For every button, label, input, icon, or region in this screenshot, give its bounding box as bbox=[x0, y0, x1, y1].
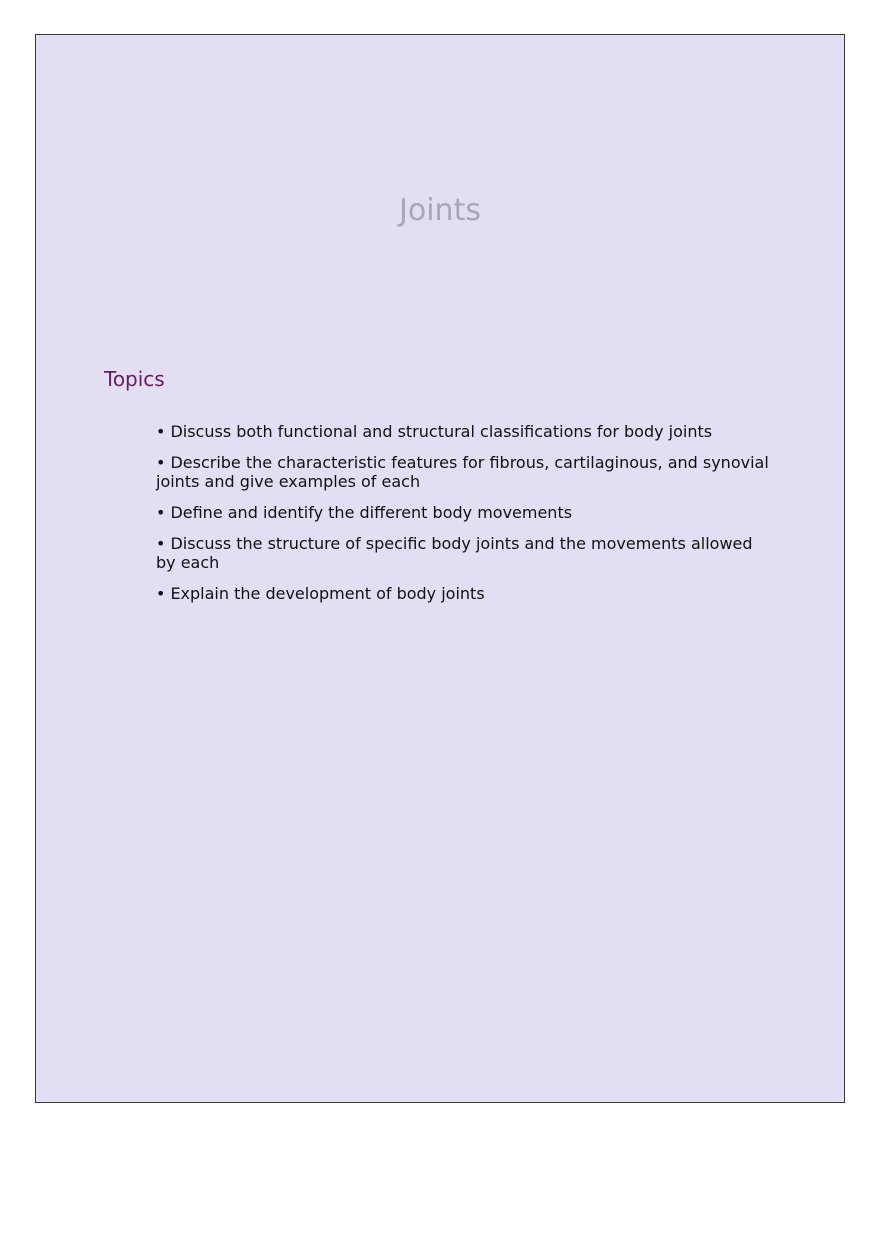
bullet-icon: • bbox=[156, 534, 166, 553]
topic-text: Discuss both functional and structural classifications for body joints bbox=[170, 422, 713, 441]
bullet-icon: • bbox=[156, 453, 166, 472]
section-heading: Topics bbox=[104, 367, 165, 391]
bullet-icon: • bbox=[156, 584, 166, 603]
topic-item bbox=[156, 453, 776, 491]
topic-item bbox=[156, 584, 776, 603]
topic-text: Explain the development of body joints bbox=[170, 584, 485, 603]
slide-panel bbox=[35, 34, 845, 1103]
topic-text: Describe the characteristic features for fibrous, cartilaginous, and synovial joints and give examples of each bbox=[156, 453, 769, 491]
topic-item bbox=[156, 503, 776, 522]
topic-item bbox=[156, 534, 776, 572]
bullet-icon: • bbox=[156, 422, 166, 441]
topic-text: Discuss the structure of specific body joints and the movements allowed by each bbox=[156, 534, 753, 572]
slide-title: Joints bbox=[399, 193, 481, 228]
topics-list bbox=[156, 422, 776, 615]
bullet-icon: • bbox=[156, 503, 166, 522]
topic-item bbox=[156, 422, 776, 441]
topic-text: Define and identify the different body movements bbox=[170, 503, 573, 522]
